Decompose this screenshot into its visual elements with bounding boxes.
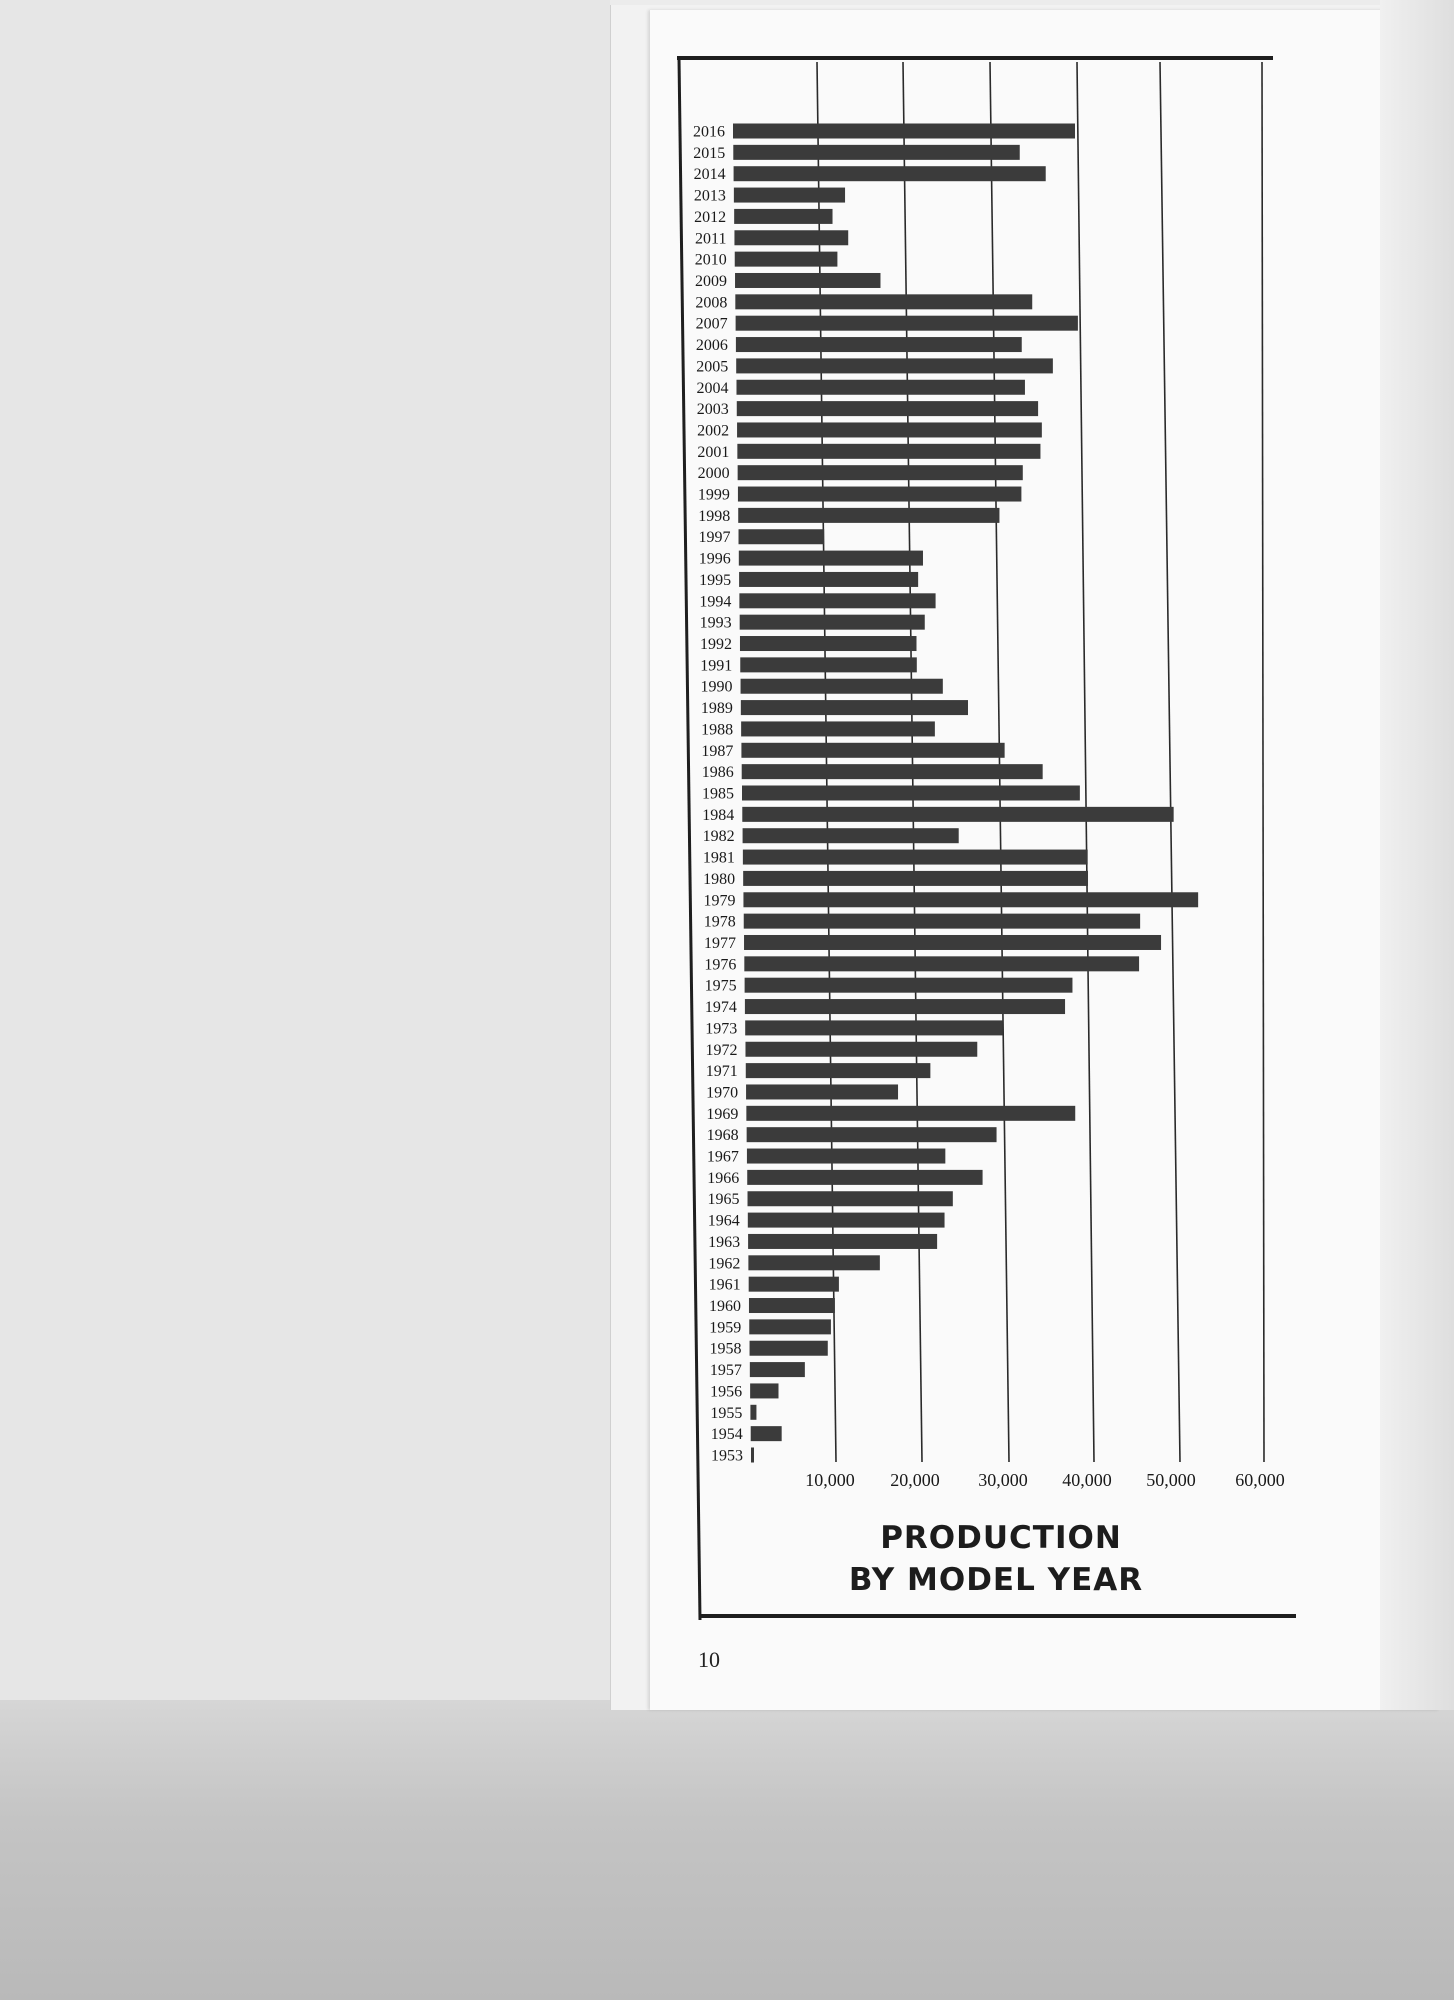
bar-1988 [741, 721, 935, 736]
year-label-2016: 2016 [693, 123, 725, 141]
bar-1996 [739, 551, 923, 566]
grid-line-50000 [1160, 62, 1180, 1462]
bar-1981 [743, 850, 1088, 865]
x-tick-label-60000: 60,000 [1235, 1470, 1285, 1490]
year-label-2001: 2001 [697, 443, 730, 461]
bar-2011 [734, 230, 848, 245]
year-label-1974: 1974 [704, 999, 737, 1017]
year-label-2005: 2005 [696, 358, 729, 376]
bar-1977 [744, 935, 1161, 950]
bar-1968 [747, 1127, 997, 1142]
year-label-2014: 2014 [693, 166, 726, 184]
year-label-1973: 1973 [705, 1020, 738, 1038]
year-label-1968: 1968 [706, 1127, 739, 1145]
bar-2006 [736, 337, 1022, 352]
bar-1965 [748, 1191, 953, 1206]
bar-1978 [744, 914, 1140, 929]
bar-1989 [741, 700, 968, 715]
bar-1993 [740, 615, 925, 630]
year-label-1997: 1997 [698, 529, 731, 547]
year-label-1992: 1992 [699, 636, 732, 654]
year-label-1975: 1975 [704, 977, 737, 995]
year-label-2015: 2015 [693, 144, 726, 162]
year-label-1981: 1981 [702, 849, 735, 867]
year-label-2000: 2000 [697, 465, 730, 483]
bar-1960 [749, 1298, 835, 1313]
bar-2001 [737, 444, 1040, 459]
bar-2013 [734, 188, 845, 203]
bars [733, 124, 1198, 1463]
bar-1979 [743, 892, 1198, 907]
year-label-2013: 2013 [693, 187, 726, 205]
bar-1962 [748, 1255, 879, 1270]
bar-2016 [733, 124, 1075, 139]
bar-1985 [742, 786, 1080, 801]
bar-1958 [750, 1341, 828, 1356]
bar-2003 [737, 401, 1038, 416]
grid-line-10000 [817, 62, 836, 1462]
chart-subtitle: BY MODEL YEAR [848, 1562, 1144, 1598]
bar-1984 [742, 807, 1173, 822]
grid-lines [817, 62, 1264, 1462]
bar-1994 [739, 593, 935, 608]
bar-1971 [746, 1063, 931, 1078]
bar-2010 [735, 252, 838, 267]
year-label-1954: 1954 [710, 1426, 743, 1444]
year-label-1955: 1955 [710, 1404, 743, 1422]
bar-2014 [734, 166, 1046, 181]
year-label-2006: 2006 [695, 337, 728, 355]
bar-1980 [743, 871, 1088, 886]
bar-1999 [738, 487, 1021, 502]
year-label-1980: 1980 [703, 870, 736, 888]
year-label-2011: 2011 [695, 230, 727, 248]
year-label-1971: 1971 [705, 1063, 738, 1081]
year-label-1953: 1953 [711, 1447, 743, 1465]
bar-1964 [748, 1213, 945, 1228]
bar-1998 [738, 508, 999, 523]
year-label-1985: 1985 [702, 785, 734, 803]
bar-1986 [742, 764, 1043, 779]
bar-1966 [747, 1170, 982, 1185]
year-label-2002: 2002 [697, 422, 730, 440]
x-tick-label-50000: 50,000 [1146, 1470, 1196, 1490]
year-label-1982: 1982 [702, 828, 735, 846]
bar-2015 [733, 145, 1019, 160]
bar-2009 [735, 273, 880, 288]
bar-2005 [736, 358, 1053, 373]
bar-1990 [741, 679, 943, 694]
bar-1987 [741, 743, 1004, 758]
bar-1975 [745, 978, 1073, 993]
year-label-2012: 2012 [694, 208, 727, 226]
chart-title: PRODUCTION [880, 1520, 1122, 1556]
grid-line-60000 [1262, 62, 1264, 1462]
year-label-2008: 2008 [695, 294, 728, 312]
frame-left-rule [679, 58, 700, 1620]
year-label-2007: 2007 [695, 315, 728, 333]
year-label-2004: 2004 [696, 379, 729, 397]
year-label-1972: 1972 [705, 1041, 738, 1059]
year-label-1978: 1978 [703, 913, 736, 931]
year-labels [693, 124, 743, 1465]
year-label-1999: 1999 [697, 486, 730, 504]
year-label-1995: 1995 [699, 571, 732, 589]
year-label-1956: 1956 [710, 1383, 743, 1401]
bar-1961 [749, 1277, 839, 1292]
bar-2012 [734, 209, 832, 224]
year-label-1991: 1991 [700, 657, 733, 675]
bar-2004 [736, 380, 1024, 395]
year-label-1958: 1958 [709, 1340, 742, 1358]
bar-1972 [745, 1042, 977, 1057]
year-label-1965: 1965 [707, 1191, 740, 1209]
year-label-1966: 1966 [707, 1169, 740, 1187]
year-label-1987: 1987 [701, 742, 734, 760]
year-label-1996: 1996 [698, 550, 731, 568]
bar-1974 [745, 999, 1065, 1014]
year-label-1970: 1970 [706, 1084, 739, 1102]
bar-2002 [737, 422, 1042, 437]
year-label-1959: 1959 [709, 1319, 742, 1337]
year-label-1984: 1984 [702, 806, 735, 824]
bar-1969 [746, 1106, 1075, 1121]
bar-1957 [750, 1362, 805, 1377]
year-label-1957: 1957 [709, 1362, 742, 1380]
year-label-1962: 1962 [708, 1255, 741, 1273]
year-label-1994: 1994 [699, 593, 732, 611]
page-number: 10 [698, 1647, 720, 1672]
grid-line-40000 [1077, 62, 1094, 1462]
year-label-1977: 1977 [704, 934, 737, 952]
year-label-1979: 1979 [703, 892, 736, 910]
x-tick-label-10000: 10,000 [805, 1470, 855, 1490]
x-tick-label-40000: 40,000 [1062, 1470, 1112, 1490]
bar-1995 [739, 572, 918, 587]
year-label-1990: 1990 [700, 678, 733, 696]
bar-1976 [744, 956, 1139, 971]
bar-1955 [750, 1405, 756, 1420]
grid-line-20000 [903, 62, 922, 1462]
year-label-1960: 1960 [708, 1298, 741, 1316]
year-label-1976: 1976 [704, 956, 737, 974]
year-label-1961: 1961 [708, 1276, 741, 1294]
x-tick-label-30000: 30,000 [978, 1470, 1028, 1490]
grid-line-30000 [990, 62, 1009, 1462]
bar-1982 [743, 828, 959, 843]
bar-2007 [736, 316, 1078, 331]
x-tick-label-20000: 20,000 [890, 1470, 940, 1490]
bar-1959 [749, 1319, 831, 1334]
year-label-1993: 1993 [699, 614, 732, 632]
bar-1973 [745, 1020, 1003, 1035]
bar-2000 [738, 465, 1023, 480]
bar-1963 [748, 1234, 937, 1249]
bar-1953 [751, 1448, 754, 1463]
year-label-1989: 1989 [700, 700, 733, 718]
year-label-1986: 1986 [701, 764, 734, 782]
bar-1967 [747, 1149, 945, 1164]
year-label-1967: 1967 [706, 1148, 739, 1166]
year-label-1998: 1998 [698, 507, 731, 525]
year-label-2009: 2009 [695, 272, 728, 290]
year-label-1969: 1969 [706, 1105, 739, 1123]
bar-1992 [740, 636, 917, 651]
year-label-1963: 1963 [708, 1233, 741, 1251]
year-label-1988: 1988 [701, 721, 734, 739]
x-tick-labels [805, 1470, 1285, 1490]
bar-1991 [740, 657, 917, 672]
year-label-2003: 2003 [696, 401, 729, 419]
year-label-2010: 2010 [694, 251, 727, 269]
year-label-1964: 1964 [707, 1212, 740, 1230]
bar-2008 [735, 294, 1032, 309]
bar-1956 [750, 1383, 778, 1398]
bar-1997 [739, 529, 825, 544]
bar-1970 [746, 1084, 898, 1099]
bar-1954 [751, 1426, 782, 1441]
